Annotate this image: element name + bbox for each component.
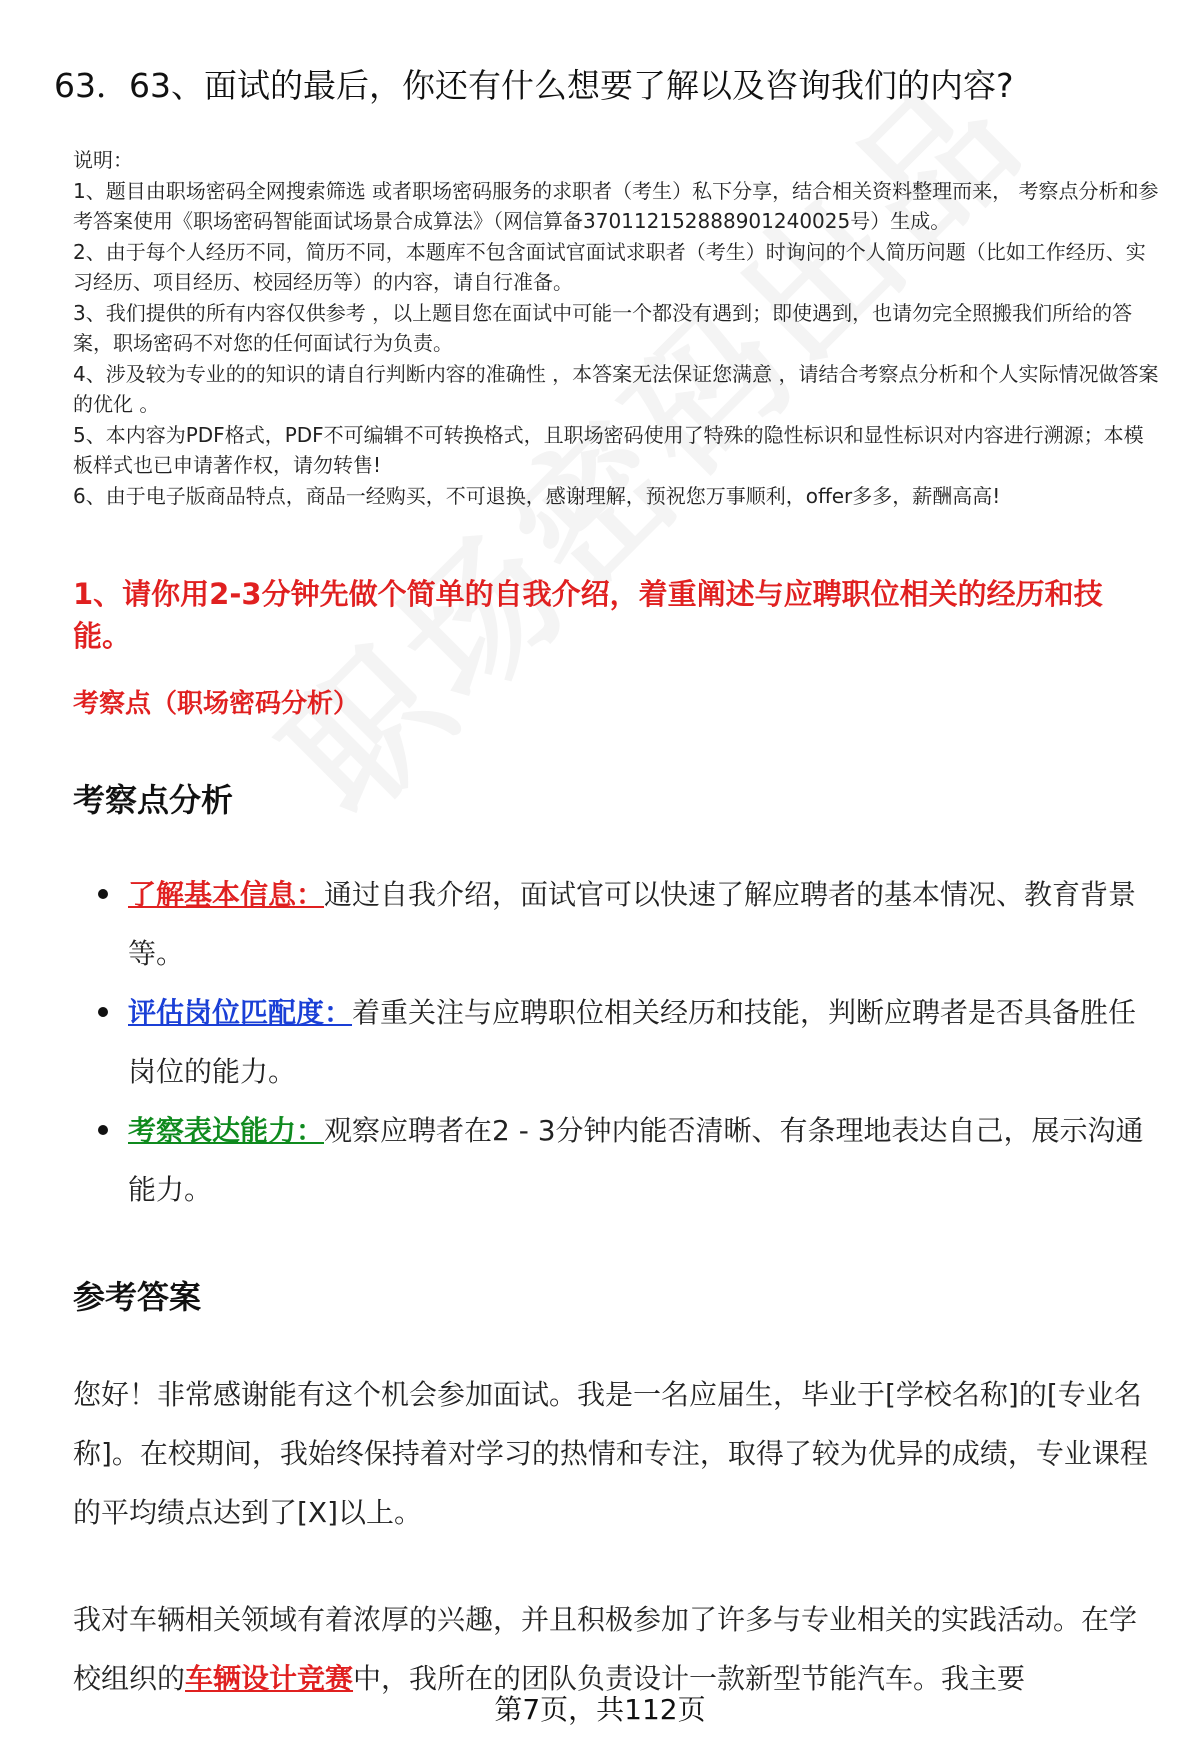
analysis-heading: 考察点分析 (73, 781, 234, 819)
notes-heading: 说明： (73, 148, 133, 172)
point-label: 了解基本信息： (128, 878, 325, 911)
point-text: 着重关注与应聘职位相关经历和技能，判断应聘者是否具备胜任岗位的能力。 (128, 996, 1137, 1088)
question-heading: 1、请你用2-3分钟先做个简单的自我介绍，着重阐述与应聘职位相关的经历和技能。 (73, 577, 1103, 653)
list-item (73, 1101, 1153, 1219)
point-label: 考察表达能力： (128, 1114, 325, 1147)
analysis-subheading: 考察点（职场密码分析） (73, 689, 360, 719)
bullet-icon (98, 1007, 108, 1017)
highlight-link[interactable]: 车辆设计竞赛 (185, 1662, 354, 1695)
page-title: 63．63、面试的最后，你还有什么想要了解以及咨询我们的内容? (54, 66, 1014, 105)
note-item: 5、本内容为PDF格式，PDF不可编辑不可转换格式，且职场密码使用了特殊的隐性标识和显性标识对内容进行溯源；本模板样式也已申请著作权，请勿转售! (73, 422, 1144, 477)
point-text: 观察应聘者在2 - 3分钟内能否清晰、有条理地表达自己，展示沟通能力。 (128, 1114, 1144, 1206)
list-item (73, 983, 1153, 1101)
answer-text: 我对车辆相关领域有着浓厚的兴趣，并且积极参加了许多与专业相关的实践活动。在学校组织的 (73, 1603, 1138, 1695)
analysis-points-list (73, 865, 1153, 1219)
list-item (73, 865, 1153, 983)
note-item: 2、由于每个人经历不同，简历不同，本题库不包含面试官面试求职者（考生）时询问的个人简历问题（比如工作经历、实习经历、项目经历、校园经历等）的内容，请自行准备。 (73, 239, 1146, 294)
note-item: 4、涉及较为专业的的知识的请自行判断内容的准确性 ，本答案无法保证您满意 ，请结合考察点分析和个人实际情况做答案的优化 。 (73, 361, 1159, 416)
note-item: 3、我们提供的所有内容仅供参考 ，以上题目您在面试中可能一个都没有遇到；即使遇到，也请勿完全照搬我们所给的答案，职场密码不对您的任何面试行为负责。 (73, 300, 1133, 355)
answer-text: 中，我所在的团队负责设计一款新型节能汽车。我主要 (353, 1662, 1026, 1695)
point-label: 评估岗位匹配度： (128, 996, 353, 1029)
bullet-icon (98, 1125, 108, 1135)
note-item: 6、由于电子版商品特点，商品一经购买，不可退换，感谢理解，预祝您万事顺利，offer多多，薪酬高高! (73, 483, 1001, 508)
answer-heading: 参考答案 (73, 1278, 202, 1316)
answer-paragraph: 您好！非常感谢能有这个机会参加面试。我是一名应届生，毕业于[学校名称]的[专业名称]。在校期间，我始终保持着对学习的热情和专注，取得了较为优异的成绩，专业课程的平均绩点达到了[X]以上。 (73, 1378, 1148, 1529)
page-footer: 第7页，共112页 (494, 1693, 706, 1726)
bullet-icon (98, 889, 108, 899)
note-item: 1、题目由职场密码全网搜索筛选 或者职场密码服务的求职者（考生）私下分享，结合相关资料整理而来， 考察点分析和参考答案使用《职场密码智能面试场景合成算法》（网信算备370112152888901240025号）生成。 (73, 178, 1159, 233)
point-text: 通过自我介绍，面试官可以快速了解应聘者的基本情况、教育背景等。 (128, 878, 1137, 970)
notes-section (73, 145, 1163, 511)
